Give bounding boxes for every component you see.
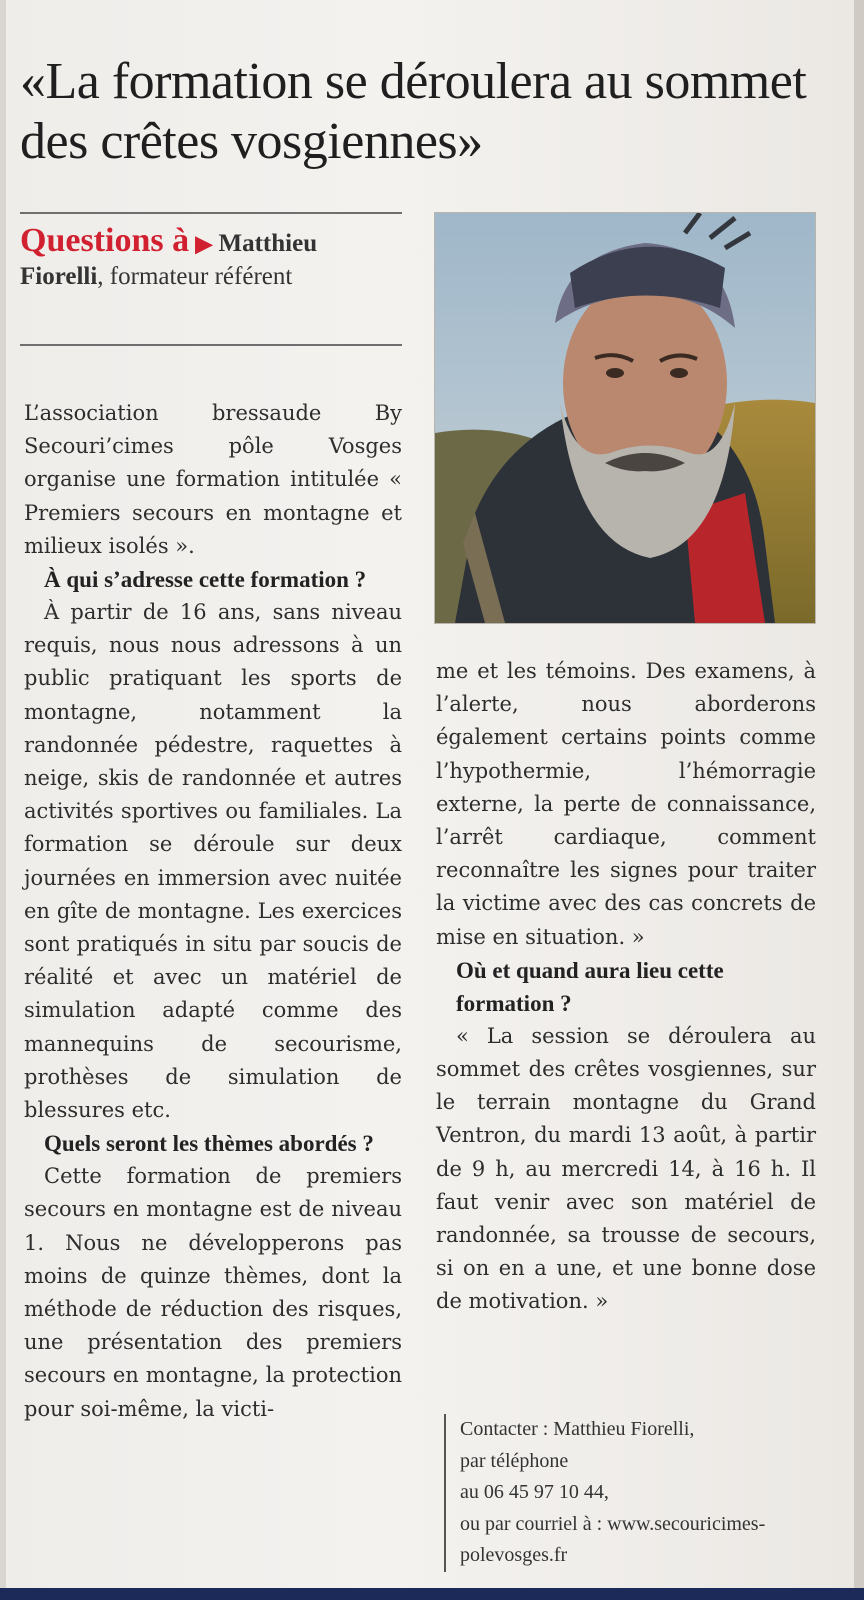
- bottom-bar: [0, 1588, 864, 1600]
- questions-box: [20, 224, 400, 293]
- article-lead: L’association bressaude By Secouri’cimes pôle Vosges organise une formation intitulée « Premiers secours en montagne et milieux isolés ».: [24, 401, 402, 558]
- headline: «La formation se déroulera au sommet des crêtes vosgiennes»: [20, 53, 807, 170]
- answer-3: « La session se déroulera au sommet des crêtes vosgiennes, sur le terrain montagne du Grand Ventron, du mardi 13 août, à partir de 9 h, au mercredi 14, à 16 h. Il faut venir avec son matériel de randonnée, sa trousse de secours, si on en a une, et une bonne dose de motivation. »: [436, 1023, 816, 1314]
- answer-2: Cette formation de premiers secours en montagne est de niveau 1. Nous ne développerons pas moins de quinze thèmes, dont la méthode de réduction des risques, une présentation des premiers secours en montagne, la protection pour soi-même, la victi-: [24, 1164, 402, 1421]
- contact-box: [444, 1414, 828, 1572]
- question-3: Où et quand aura lieu cette formation ?: [456, 957, 724, 1016]
- interviewee-name: Matthieu Fiorelli: [20, 230, 318, 290]
- question-1: À qui s’adresse cette formation ?: [44, 567, 367, 593]
- questions-label: Questions à: [20, 222, 190, 259]
- contact-line-1: Contacter : Matthieu Fiorelli,: [460, 1418, 695, 1440]
- answer-2-continued: me et les témoins. Des examens, à l’alerte, nous aborderons également certains points comme l’hypothermie, l’hémorragie externe, la perte de connaissance, l’arrêt cardiaque, comment reconnaître les signes pour traiter la victime avec des cas concrets de mise en situation. »: [436, 659, 816, 949]
- question-2: Quels seront les thèmes abordés ?: [44, 1131, 374, 1157]
- newspaper-page: [6, 0, 854, 1588]
- top-rule: [20, 212, 402, 214]
- answer-1: À partir de 16 ans, sans niveau requis, nous nous adressons à un public pratiquant les sports de montagne, notamment la randonnée pédestre, raquettes à neige, skis de randonnée et autres activités sportives ou familiales. La formation se déroule sur deux journées en immersion avec nuitée en gîte de montagne. Les exercices sont pratiqués in situ par soucis de réalité et avec un matériel de simulation adapté comme des mannequins de secourisme, prothèses de simulation de blessures etc.: [24, 600, 402, 1123]
- portrait-illustration: [435, 213, 815, 623]
- bottom-rule: [20, 344, 402, 346]
- right-column: [436, 655, 816, 1319]
- portrait-photo: [434, 212, 816, 624]
- contact-line-2: par téléphone: [460, 1449, 569, 1472]
- contact-phone: au 06 45 97 10 44,: [460, 1481, 609, 1503]
- interviewee-role: , formateur référent: [97, 263, 293, 290]
- contact-website: ou par courriel à : www.secouricimes-polevosges.fr: [460, 1512, 766, 1566]
- left-column: [24, 397, 402, 1426]
- page-edge: [854, 0, 864, 1600]
- triangle-right-icon: ▶: [195, 231, 213, 256]
